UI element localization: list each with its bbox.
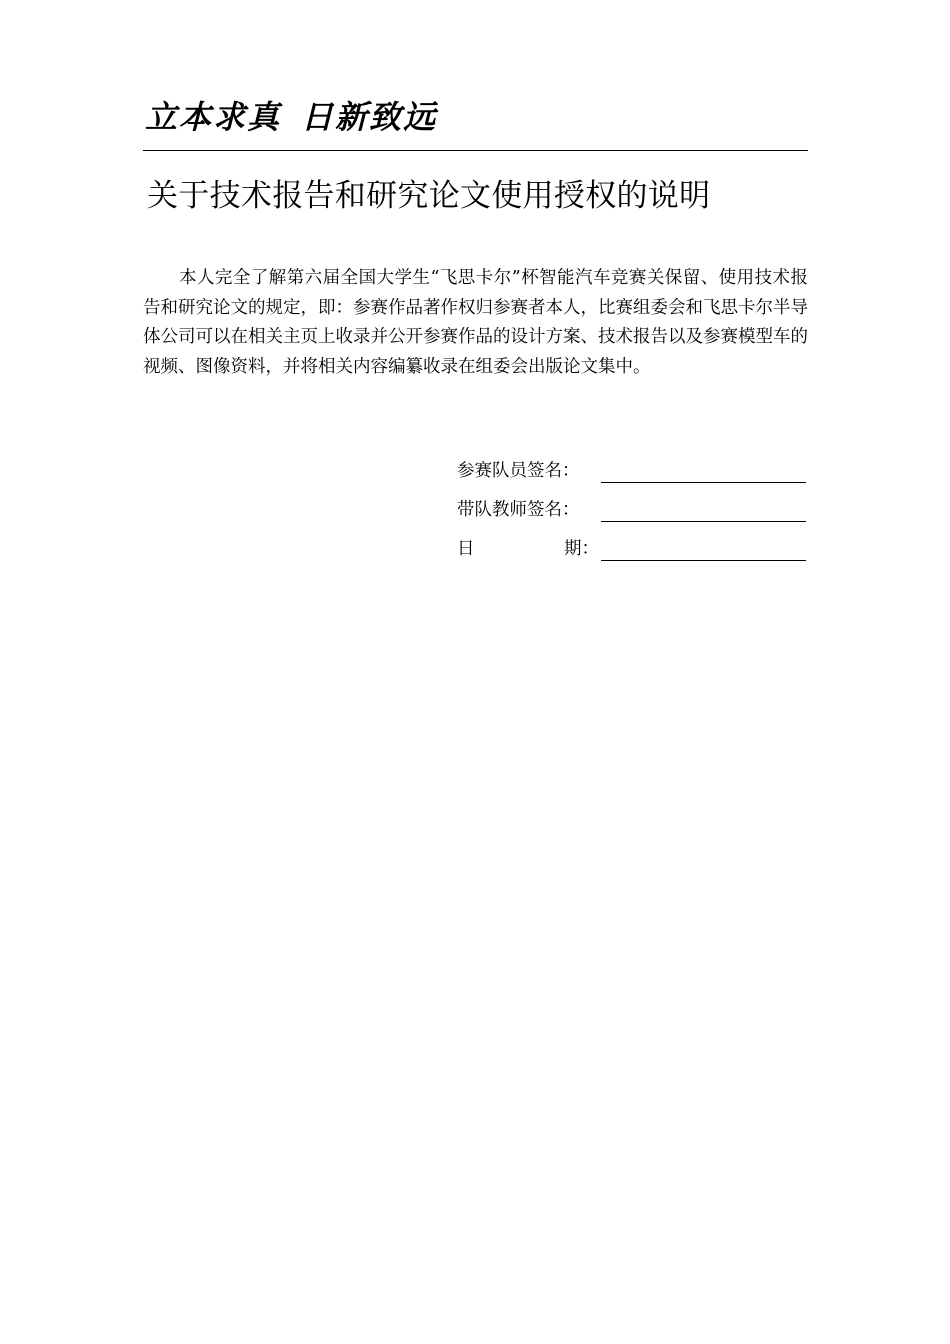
header-divider xyxy=(143,150,808,151)
date-label-left: 日 xyxy=(457,539,475,559)
date-line[interactable] xyxy=(601,560,806,561)
team-member-signature-line[interactable] xyxy=(601,482,806,483)
motto-part-1: 立本求真 xyxy=(145,98,282,136)
advisor-signature-label: 带队教师签名： xyxy=(457,500,580,520)
document-title: 关于技术报告和研究论文使用授权的说明 xyxy=(147,178,711,214)
team-member-signature-row xyxy=(457,452,808,490)
team-member-signature-label: 参赛队员签名： xyxy=(457,461,580,481)
advisor-signature-line[interactable] xyxy=(601,521,806,522)
date-row xyxy=(457,530,808,568)
advisor-signature-row xyxy=(457,491,808,529)
authorization-paragraph: 本人完全了解第六届全国大学生“飞思卡尔”杯智能汽车竞赛关保留、使用技术报告和研究论文的规定，即：参赛作品著作权归参赛者本人，比赛组委会和飞思卡尔半导体公司可以在相关主页上收录并公开参赛作品的设计方案、技术报告以及参赛模型车的视频、图像资料，并将相关内容编纂收录在组委会出版论文集中。 xyxy=(143,268,808,377)
date-label-right: 期： xyxy=(564,539,599,559)
motto-part-2: 日新致远 xyxy=(301,98,438,136)
date-label xyxy=(457,530,599,568)
motto-calligraphy xyxy=(145,88,437,146)
